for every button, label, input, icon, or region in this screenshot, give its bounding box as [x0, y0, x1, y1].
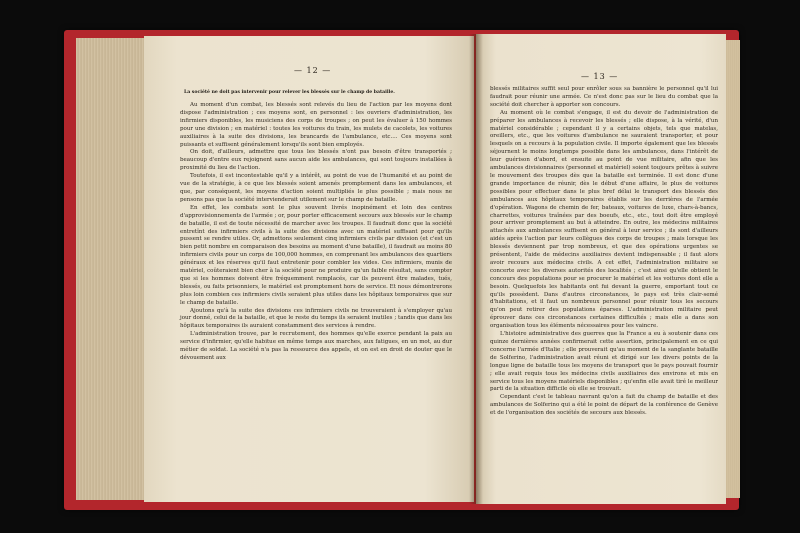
open-book — [64, 30, 739, 510]
page-edges-right — [726, 40, 740, 498]
paragraph: Toutefois, il est incontestable qu'il y a intérêt, au point de vue de l'humanité et au point de vue de la stratégie, à ce que les blessés soient amenés promptement dans les ambulances, et que, par conséquent, les moyens d'action soient multipliés le plus possible ; mais nous ne pensons pas que la société intervienderait utilement sur le champ de bataille. — [180, 173, 452, 203]
page-number-right: — 13 — — [581, 72, 619, 81]
paragraph: blessés militaires suffit seul pour enrôler sous sa bannière le personnel qu'il lui faudrait pour réunir une armée. Ce n'est donc pas sur le lieu du combat que la société doit chercher à apporter son concours. — [490, 86, 718, 108]
paragraph: Ajoutons qu'à la suite des divisions ces infirmiers civils ne trouveraient à s'employer qu'au jour donné, celui de la bataille, et que le reste du temps ils seraient inutiles ; tandis que dans les hôpitaux temporaires ils auraient constamment des services à rendre. — [180, 307, 452, 330]
left-page-body — [180, 102, 452, 363]
paragraph: Au moment d'un combat, les blessés sont relevés du lieu de l'action par les moyens dont dispose l'administration ; ces moyens sont, en personnel : les ouvriers d'administration, les infirmiers disponibles, les musiciens des corps de troupes ; on peut les évaluer à 150 hommes pour une division ; en matériel : toutes les voitures du train, les mulets de cacolets, les voitures auxiliaires à la suite des divisions, les brancards de l'ambulance, etc.... Ces moyens sont puissants et suffisent généralement lorsqu'ils sont bien employés. — [180, 102, 452, 148]
page-number-left: — 12 — — [294, 66, 332, 75]
paragraph: Cependant c'est le tableau navrant qu'on a fait du champ de bataille et des ambulances de Solferino qui a été le point de départ de la conférence de Genève et de l'organisation des sociétés de secours aux blessés. — [490, 394, 718, 417]
left-page — [144, 36, 474, 502]
paragraph: L'administration trouve, par le recrutement, des hommes qu'elle exerce pendant la paix au service d'infirmier, qu'elle habitue en même temps aux marches, aux fatigues, en un mot, au dur métier de soldat. La société n'a pas la ressource des appels, et on est en droit de douter que le dévouement aux — [180, 331, 452, 361]
right-page — [476, 34, 726, 504]
paragraph: En effet, les combats sont le plus souvent livrés inopinément et loin des centres d'approvisionnements de l'armée ; or, pour porter efficacement secours aux blessés sur le champ de bataille, il est de toute nécessité de marcher avec les troupes. Il faudrait donc que la société entretînt des infirmiers civils à la suite des divisions avec un matériel suffisant pour qu'ils pussent se rendre utiles. Or, admettons seulement cinq infirmiers civils par division (et c'est un bien petit nombre en comparaison des besoins au moment d'une bataille), il faudrait au moins 80 infirmiers civils pour un corps de 100,000 hommes, en comprenant les ambulances des quartiers généraux et les réserves qu'il faut entretenir pour combler les vides. Ces infirmiers, munis de matériel, coûteraient bien cher à la société pour ne produire qu'un faible résultat, sans compter que si les hommes doivent être fréquemment remplacés, car ils peuvent être malades, tués, blessés, ou faits prisonniers, le matériel est promptement hors de service. Et nous démontrerons plus loin combien ces infirmiers civils seraient plus utiles dans les hôpitaux temporaires que sur le champ de bataille. — [180, 204, 452, 306]
right-page-body — [490, 86, 718, 418]
paragraph: On doit, d'ailleurs, admettre que tous les blessés n'ont pas besoin d'être transportés ; beaucoup d'entre eux rejoignent sans aucun aide les ambulances, qui sont toujours installées à proximité du lieu de l'action. — [180, 149, 452, 172]
paragraph: Au moment où le combat s'engage, il est du devoir de l'administration de préparer les ambulances à recevoir les blessés ; elle dispose, à la vérité, d'un matériel considérable ; cependant il y a certains objets, tels que matelas, oreillers, etc., que les voitures d'ambulance ne sauraient transporter, et pour lesquels on a recours à la population civile. Il importe également que les blessés séjournent le moins longtemps possible dans les ambulances, dans l'intérêt de leur guérison d'abord, et ensuite au point de vue militaire, afin que les ambulances divisionnaires (personnel et matériel) soient toujours prêtes à suivre le mouvement des troupes dès que la bataille est terminée. Il est donc d'une grande importance de réunir, dès le début d'une affaire, le plus de voitures possibles pour effectuer dans le plus bref délai le transport des blessés des ambulances aux hôpitaux temporaires établis sur les derrières de l'armée d'opération. Wagons de chemin de fer, bateaux, voitures de luxe, chars-à-bancs, charrettes, voitures traînées par des boeufs, etc., etc., tout doit être employé pour arriver promptement au but à atteindre. En outre, les médecins militaires attachés aux ambulances suffisent en général à leur service ; ils sont d'ailleurs aidés après l'action par leurs collègues des corps de troupes ; mais lorsque les blessés deviennent par trop nombreux, et que des opérations urgentes se présentent, l'aide de médecins auxiliaires devient indispensable ; il faut alors avoir recours aux médecins civils. A cet effet, l'administration militaire se concerte avec les diverses autorités des localités ; c'est ainsi qu'elle obtient le concours des populations pour se procurer le matériel et les voitures dont elle a besoin. Quelquefois les habitants ont fui devant la guerre, emportant tout ce qu'ils possèdent. Dans d'autres circonstances, le pays est très clair-semé d'habitations, et il faut un nombreux personnel pour réunir tous les secours qu'on peut retirer des populations éparses. L'administration militaire peut éprouver dans ces circonstances certaines difficultés ; mais elle a dans son organisation tous les éléments nécessaires pour les vaincre. — [490, 109, 718, 330]
book-gutter — [469, 34, 483, 504]
paragraph: L'histoire administrative des guerres que la France a eu à soutenir dans ces quinze dernières années confirmerait cette assertion, principalement en ce qui concerne l'armée d'Italie ; elle prouverait qu'au moment de la sanglante bataille de Solferino, l'administration avait réuni et dirigé sur les divers points de la longue ligne de bataille tous les moyens de transport que le pays pouvait fournir ; elle avait requis tous les médecins civils auxiliaires des environs et mis en service tous les moyens matériels disponibles ; qu'enfin elle avait tiré le meilleur parti de la situation difficile où elle se trouvait. — [490, 331, 718, 393]
section-heading: La société ne doit pas intervenir pour relever les blessés sur le champ de bataille. — [184, 90, 395, 95]
